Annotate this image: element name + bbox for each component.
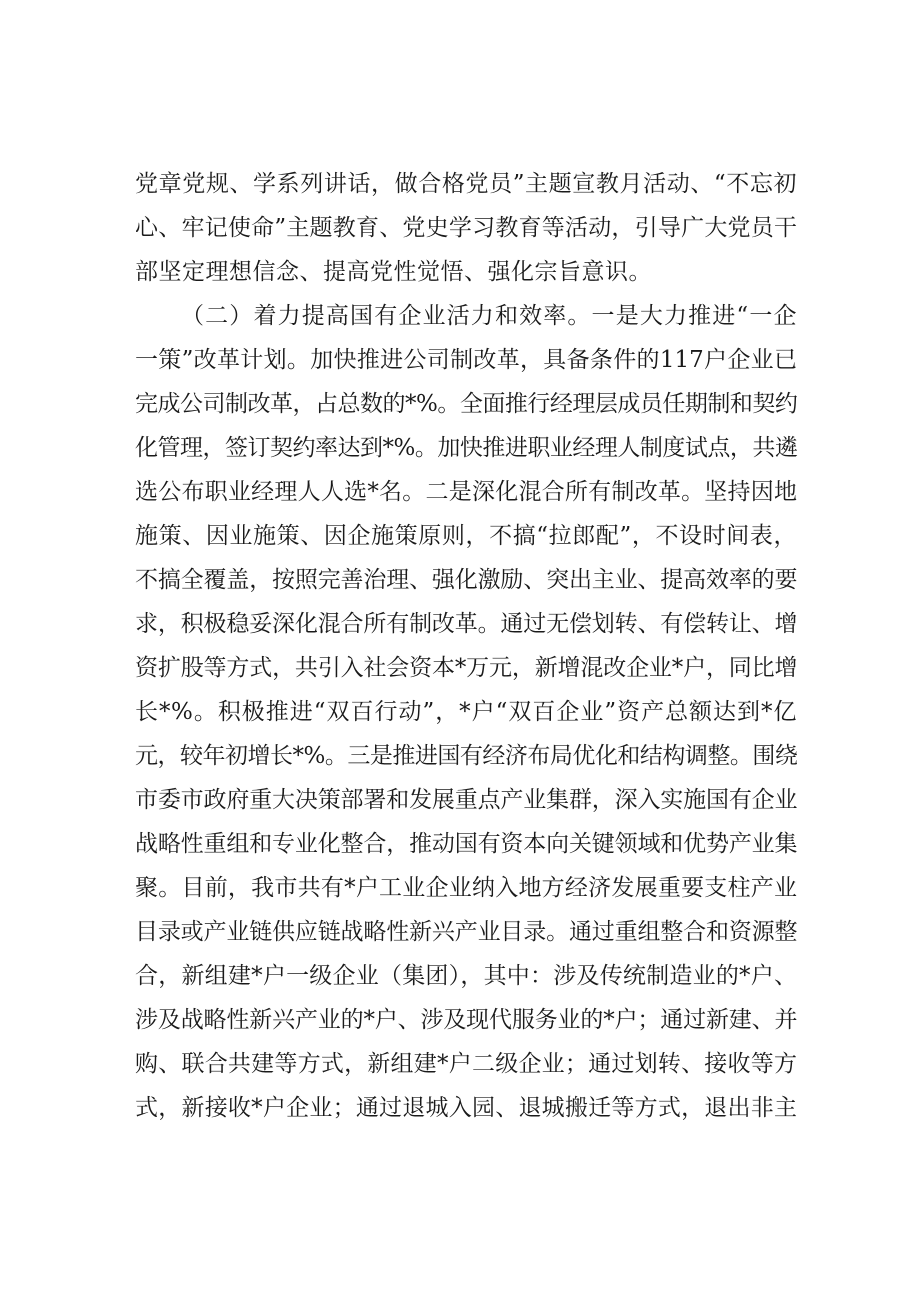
text-line: 化管理，签订契约率达到*%。加快推进职业经理人制度试点，共遴 — [135, 435, 798, 461]
section-heading-line: （二）着力提高国有企业活力和效率。一是大力推进“一企 — [181, 303, 797, 329]
text-line: 式，新接收*户企业；通过退城入园、退城搬迁等方式，退出非主 — [135, 1095, 797, 1121]
text-line: 心、牢记使命”主题教育、党史学习教育等活动，引导广大党员干 — [135, 215, 797, 241]
text-line: 一策”改革计划。加快推进公司制改革，具备条件的117户企业已 — [135, 347, 797, 373]
text-line: 合，新组建*户一级企业（集团），其中：涉及传统制造业的*户、 — [135, 963, 797, 989]
text-line: 完成公司制改革，占总数的*%。全面推行经理层成员任期制和契约 — [135, 391, 798, 417]
text-line: 求，积极稳妥深化混合所有制改革。通过无偿划转、有偿转让、增 — [135, 611, 797, 637]
text-line: 聚。目前，我市共有*户工业企业纳入地方经济发展重要支柱产业 — [135, 875, 797, 901]
text-line: 长*%。积极推进“双百行动”，*户“双百企业”资产总额达到*亿 — [135, 699, 797, 725]
text-line: 涉及战略性新兴产业的*户、涉及现代服务业的*户；通过新建、并 — [135, 1007, 797, 1033]
text-line: 选公布职业经理人人选*名。二是深化混合所有制改革。坚持因地 — [135, 479, 797, 505]
text-line: 购、联合共建等方式，新组建*户二级企业；通过划转、接收等方 — [135, 1051, 797, 1077]
text-line: 党章党规、学系列讲话，做合格党员”主题宣教月活动、“不忘初 — [135, 171, 797, 197]
text-line: 元，较年初增长*%。三是推进国有经济布局优化和结构调整。围绕 — [135, 743, 798, 769]
text-line: 市委市政府重大决策部署和发展重点产业集群，深入实施国有企业 — [135, 787, 797, 813]
text-line: 战略性重组和专业化整合，推动国有资本向关键领域和优势产业集 — [135, 831, 797, 857]
text-line: 目录或产业链供应链战略性新兴产业目录。通过重组整合和资源整 — [135, 919, 797, 945]
text-line: 部坚定理想信念、提高党性觉悟、强化宗旨意识。 — [135, 259, 652, 285]
text-line: 施策、因业施策、因企施策原则，不搞“拉郎配”，不设时间表， — [135, 523, 797, 549]
text-line: 资扩股等方式，共引入社会资本*万元，新增混改企业*户，同比增 — [135, 655, 797, 681]
text-line: 不搞全覆盖，按照完善治理、强化激励、突出主业、提高效率的要 — [135, 567, 797, 593]
